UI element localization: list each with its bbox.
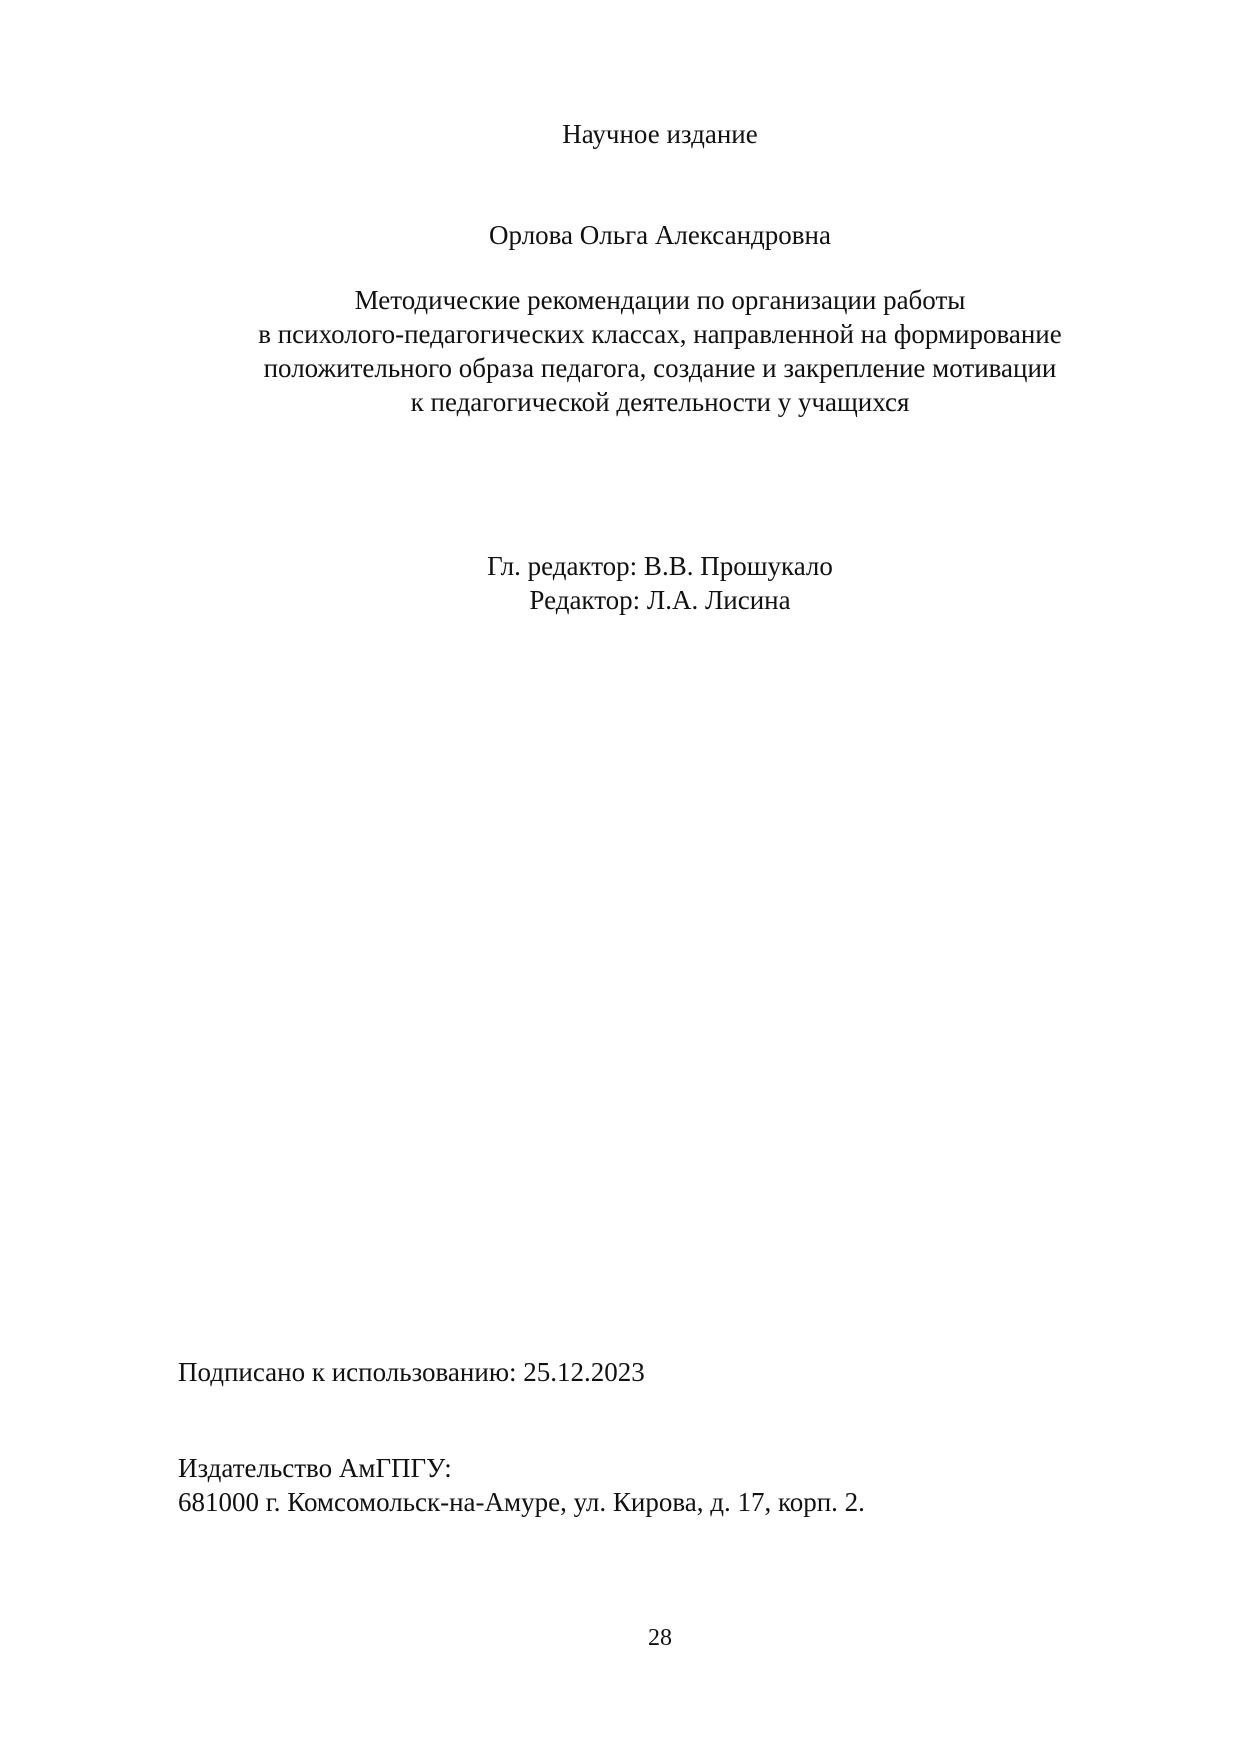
- page-number: 28: [648, 1625, 672, 1651]
- editors-block: [180, 549, 1140, 617]
- publisher-address: 681000 г. Комсомольск-на-Амуре, ул. Кирова, д. 17, корп. 2.: [178, 1487, 865, 1517]
- title-line-1: Методические рекомендации по организации работы: [354, 285, 966, 315]
- publisher-name: Издательство АмГПГУ:: [178, 1453, 452, 1483]
- publication-type-text: Научное издание: [562, 119, 758, 149]
- publication-title: [180, 283, 1140, 419]
- chief-editor: Гл. редактор: В.В. Прошукало: [487, 551, 833, 581]
- publication-type: [180, 117, 1140, 151]
- title-line-2: в психолого-педагогических классах, направленной на формирование: [258, 319, 1062, 349]
- editor: Редактор: Л.А. Лисина: [529, 585, 791, 615]
- signed-date: [178, 1355, 645, 1389]
- author-name: [180, 218, 1140, 252]
- publisher-block: [178, 1451, 865, 1519]
- author-name-text: Орлова Ольга Александровна: [489, 220, 831, 250]
- title-line-4: к педагогической деятельности у учащихся: [410, 387, 910, 417]
- signed-date-text: Подписано к использованию: 25.12.2023: [178, 1357, 645, 1387]
- title-line-3: положительного образа педагога, создание и закрепление мотивации: [263, 353, 1057, 383]
